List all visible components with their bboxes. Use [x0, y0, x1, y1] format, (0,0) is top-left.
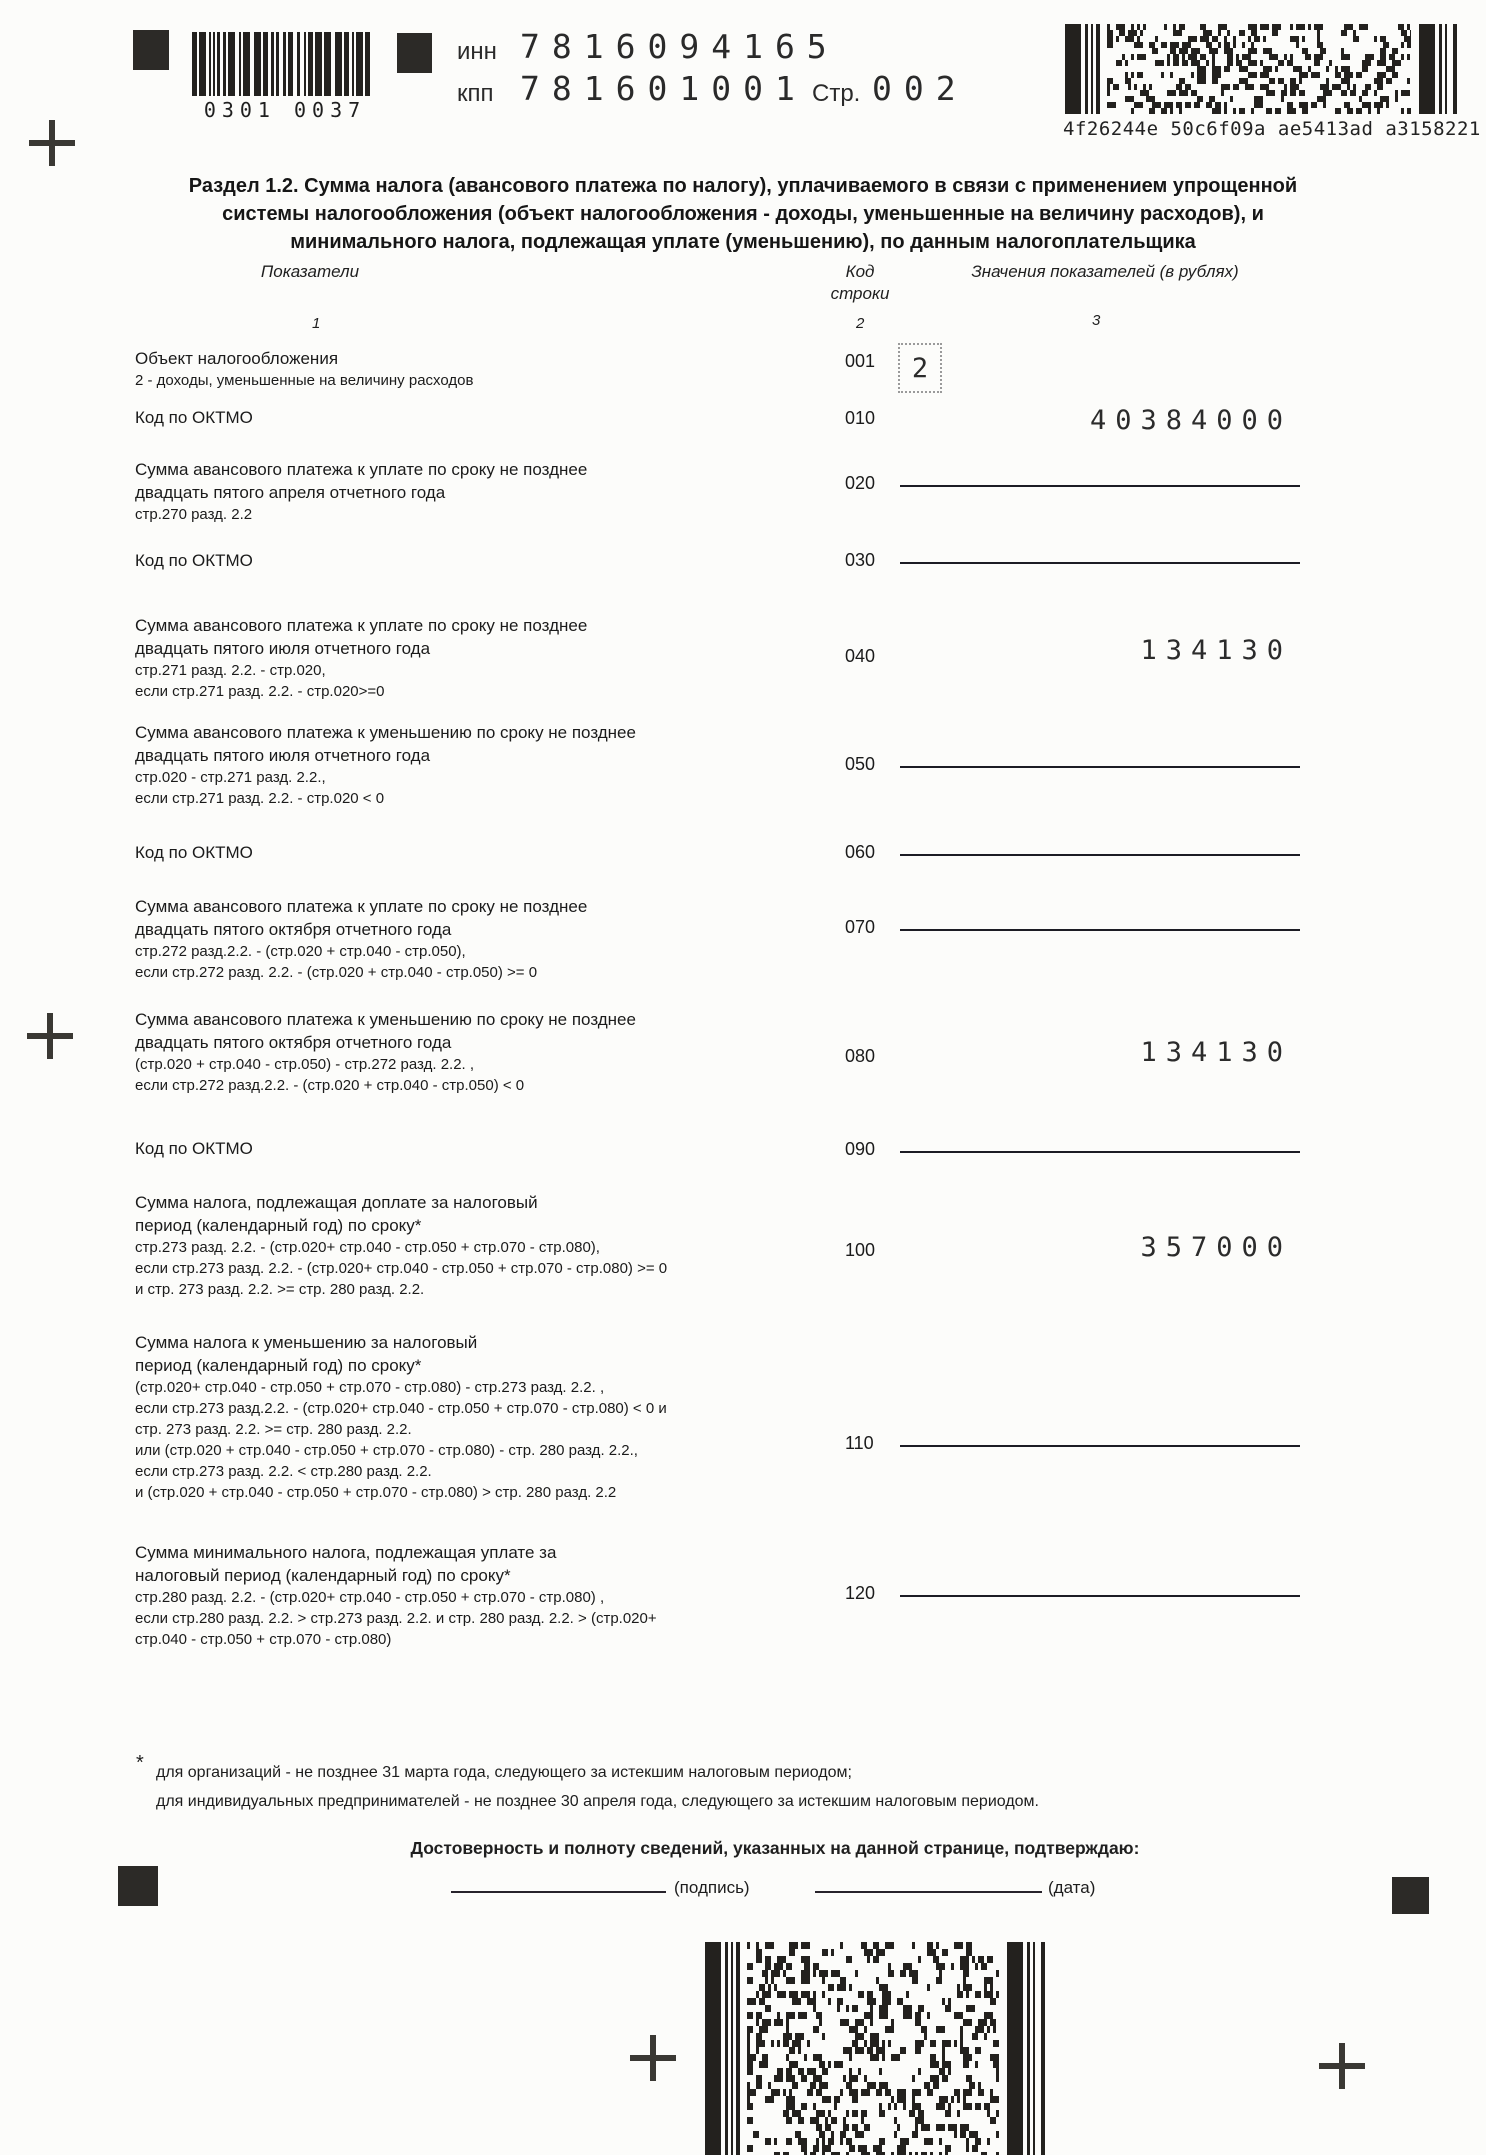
- row-050-text-line: Сумма авансового платежа к уменьшению по сроку не позднее: [135, 723, 636, 742]
- row-010-value: 40384000: [1089, 405, 1292, 436]
- registration-cross-icon: [630, 2035, 676, 2081]
- row-080-formula-line: (стр.020 + стр.040 - стр.050) - стр.272 разд. 2.2. ,: [135, 1056, 475, 1073]
- row-070-formula-line: если стр.272 разд. 2.2. - (стр.020 + стр.040 - стр.050) >= 0: [135, 964, 538, 981]
- row-120-label: [135, 1541, 875, 1650]
- column-header-indicators: Показатели: [260, 262, 360, 281]
- row-100-formula-line: стр.273 разд. 2.2. - (стр.020+ стр.040 - стр.050 + стр.070 - стр.080),: [135, 1239, 600, 1256]
- row-110-text-line: период (календарный год) по сроку*: [135, 1356, 422, 1375]
- row-120-formula-line: стр.040 - стр.050 + стр.070 - стр.080): [135, 1631, 392, 1648]
- page-number-value: 002: [872, 69, 968, 108]
- row-120-blank-line: [900, 1595, 1300, 1597]
- row-020-formula-line: стр.270 разд. 2.2: [135, 506, 253, 523]
- row-020-text-line: двадцать пятого апреля отчетного года: [135, 483, 446, 502]
- row-100-text-line: период (календарный год) по сроку*: [135, 1216, 422, 1235]
- row-080-value: 134130: [1140, 1037, 1292, 1068]
- row-010-code: 010: [845, 408, 876, 428]
- row-040-value: 134130: [1140, 635, 1292, 666]
- row-110-formula-line: если стр.273 разд.2.2. - (стр.020+ стр.040 - стр.050 + стр.070 - стр.080) < 0 и: [135, 1400, 667, 1417]
- row-120-text-line: Сумма минимального налога, подлежащая уплате за: [135, 1543, 557, 1562]
- section-title-line3: минимального налога, подлежащая уплате (уменьшению), по данным налогоплательщика: [290, 231, 1196, 253]
- section-title-line1: Раздел 1.2. Сумма налога (авансового платежа по налогу), уплачиваемого в связи с применением упрощенной: [188, 175, 1298, 197]
- row-060-blank-line: [900, 854, 1300, 856]
- row-010-text-line: Код по ОКТМО: [135, 408, 253, 427]
- row-001-formula-line: 2 - доходы, уменьшенные на величину расходов: [135, 372, 474, 389]
- row-110-formula-line: стр. 273 разд. 2.2. >= стр. 280 разд. 2.2.: [135, 1421, 412, 1438]
- row-020-code: 020: [845, 473, 876, 493]
- row-120-formula-line: стр.280 разд. 2.2. - (стр.020+ стр.040 - стр.050 + стр.070 - стр.080) ,: [135, 1589, 605, 1606]
- form-type-barcode: [192, 32, 378, 96]
- corner-mark-square: [133, 30, 169, 70]
- kpp-value: 781601001: [520, 69, 807, 108]
- row-080-formula-line: если стр.272 разд.2.2. - (стр.020 + стр.040 - стр.050) < 0: [135, 1077, 525, 1094]
- row-020-blank-line: [900, 485, 1300, 487]
- row-050-blank-line: [900, 766, 1300, 768]
- row-080-code: 080: [845, 1046, 876, 1066]
- row-020-text-line: Сумма авансового платежа к уплате по сроку не позднее: [135, 460, 588, 479]
- row-040-formula-line: если стр.271 разд. 2.2. - стр.020>=0: [135, 683, 385, 700]
- row-001-value-box: 2: [898, 343, 942, 393]
- row-110-formula-line: (стр.020+ стр.040 - стр.050 + стр.070 - стр.080) - стр.273 разд. 2.2. ,: [135, 1379, 605, 1396]
- row-070-text-line: Сумма авансового платежа к уплате по сроку не позднее: [135, 897, 588, 916]
- row-110-blank-line: [900, 1445, 1300, 1447]
- column-header-line-code: [810, 261, 910, 305]
- row-001-code: 001: [845, 351, 876, 371]
- barcode-checksum-text: 4f26244e 50c6f09a ae5413ad a3158221: [1063, 118, 1481, 140]
- row-001-label: [135, 347, 875, 391]
- corner-mark-square: [397, 33, 432, 73]
- column-header-values: Значения показателей (в рублях): [971, 262, 1239, 281]
- row-100-code: 100: [845, 1240, 876, 1260]
- registration-cross-icon: [1319, 2043, 1365, 2089]
- row-040-text-line: двадцать пятого июля отчетного года: [135, 639, 431, 658]
- row-100-formula-line: если стр.273 разд. 2.2. - (стр.020+ стр.040 - стр.050 + стр.070 - стр.080) >= 0: [135, 1260, 668, 1277]
- row-060-label: [135, 841, 875, 864]
- footnote-line1: для организаций - не позднее 31 марта года, следующего за истекшим налоговым периодом;: [156, 1764, 852, 1781]
- inn-label: инн: [457, 38, 497, 65]
- row-060-text-line: Код по ОКТМО: [135, 843, 253, 862]
- row-100-formula-line: и стр. 273 разд. 2.2. >= стр. 280 разд. 2.2.: [135, 1281, 425, 1298]
- document-2d-barcode-bottom: [705, 1942, 1055, 2155]
- row-070-label: [135, 895, 875, 983]
- column-header-line-code-l2: строки: [830, 284, 890, 303]
- date-label: (дата): [1048, 1878, 1096, 1897]
- row-050-code: 050: [845, 754, 876, 774]
- row-050-text-line: двадцать пятого июля отчетного года: [135, 746, 431, 765]
- row-020-label: [135, 458, 875, 525]
- registration-cross-icon: [27, 1013, 73, 1059]
- row-120-text-line: налоговый период (календарный год) по сроку*: [135, 1566, 511, 1585]
- row-110-text-line: Сумма налога к уменьшению за налоговый: [135, 1333, 478, 1352]
- row-040-formula-line: стр.271 разд. 2.2. - стр.020,: [135, 662, 326, 679]
- row-100-text-line: Сумма налога, подлежащая доплате за налоговый: [135, 1193, 538, 1212]
- column-number-3: 3: [1092, 312, 1101, 329]
- row-100-value: 357000: [1140, 1232, 1292, 1263]
- row-110-formula-line: или (стр.020 + стр.040 - стр.050 + стр.070 - стр.080) - стр. 280 разд. 2.2.,: [135, 1442, 638, 1459]
- corner-mark-square: [118, 1866, 158, 1906]
- kpp-label: кпп: [457, 80, 494, 107]
- row-090-blank-line: [900, 1151, 1300, 1153]
- row-120-formula-line: если стр.280 разд. 2.2. > стр.273 разд. 2.2. и стр. 280 разд. 2.2. > (стр.020+: [135, 1610, 657, 1627]
- row-040-label: [135, 614, 875, 702]
- registration-cross-icon: [29, 120, 75, 166]
- date-blank-line: [815, 1891, 1042, 1893]
- row-080-text-line: Сумма авансового платежа к уменьшению по сроку не позднее: [135, 1010, 636, 1029]
- row-050-label: [135, 721, 875, 809]
- row-030-code: 030: [845, 550, 876, 570]
- section-title: [95, 172, 1391, 256]
- row-030-blank-line: [900, 562, 1300, 564]
- row-080-label: [135, 1008, 875, 1096]
- row-110-formula-line: и (стр.020 + стр.040 - стр.050 + стр.070 - стр.080) > стр. 280 разд. 2.2: [135, 1484, 617, 1501]
- signature-blank-line: [451, 1891, 666, 1893]
- row-070-text-line: двадцать пятого октября отчетного года: [135, 920, 452, 939]
- row-030-label: [135, 549, 875, 572]
- document-2d-barcode-top: [1065, 24, 1467, 114]
- row-010-label: [135, 406, 875, 429]
- form-code-number: 0301 0037: [203, 98, 367, 122]
- footnote-mark: *: [136, 1752, 144, 1774]
- signature-label: (подпись): [674, 1878, 750, 1897]
- row-110-code: 110: [845, 1433, 874, 1453]
- row-040-code: 040: [845, 646, 876, 666]
- column-number-1: 1: [312, 315, 321, 332]
- declaration-statement: Достоверность и полноту сведений, указанных на данной странице, подтверждаю:: [410, 1838, 1140, 1858]
- row-030-text-line: Код по ОКТМО: [135, 551, 253, 570]
- section-title-line2: системы налогообложения (объект налогообложения - доходы, уменьшенные на величину расходов), и: [222, 203, 1264, 225]
- footnote-line2: для индивидуальных предпринимателей - не позднее 30 апреля года, следующего за истекшим налоговым периодом.: [156, 1793, 1039, 1810]
- row-090-text-line: Код по ОКТМО: [135, 1139, 253, 1158]
- row-090-label: [135, 1137, 875, 1160]
- column-number-2: 2: [856, 315, 865, 332]
- page-number-label: Стр.: [812, 80, 861, 107]
- inn-value: 7816094165: [520, 27, 839, 66]
- row-050-formula-line: стр.020 - стр.271 разд. 2.2.,: [135, 769, 326, 786]
- column-header-line-code-l1: Код: [845, 262, 875, 281]
- row-070-formula-line: стр.272 разд.2.2. - (стр.020 + стр.040 - стр.050),: [135, 943, 466, 960]
- row-001-text-line: Объект налогообложения: [135, 349, 339, 368]
- row-110-formula-line: если стр.273 разд. 2.2. < стр.280 разд. 2.2.: [135, 1463, 432, 1480]
- row-040-text-line: Сумма авансового платежа к уплате по сроку не позднее: [135, 616, 588, 635]
- row-120-code: 120: [845, 1583, 876, 1603]
- row-060-code: 060: [845, 842, 876, 862]
- row-080-text-line: двадцать пятого октября отчетного года: [135, 1033, 452, 1052]
- row-050-formula-line: если стр.271 разд. 2.2. - стр.020 < 0: [135, 790, 385, 807]
- corner-mark-square: [1392, 1877, 1429, 1914]
- footnote: [156, 1758, 1039, 1816]
- row-070-code: 070: [845, 917, 876, 937]
- row-090-code: 090: [845, 1139, 876, 1159]
- row-100-label: [135, 1191, 875, 1300]
- row-070-blank-line: [900, 929, 1300, 931]
- row-110-label: [135, 1331, 875, 1503]
